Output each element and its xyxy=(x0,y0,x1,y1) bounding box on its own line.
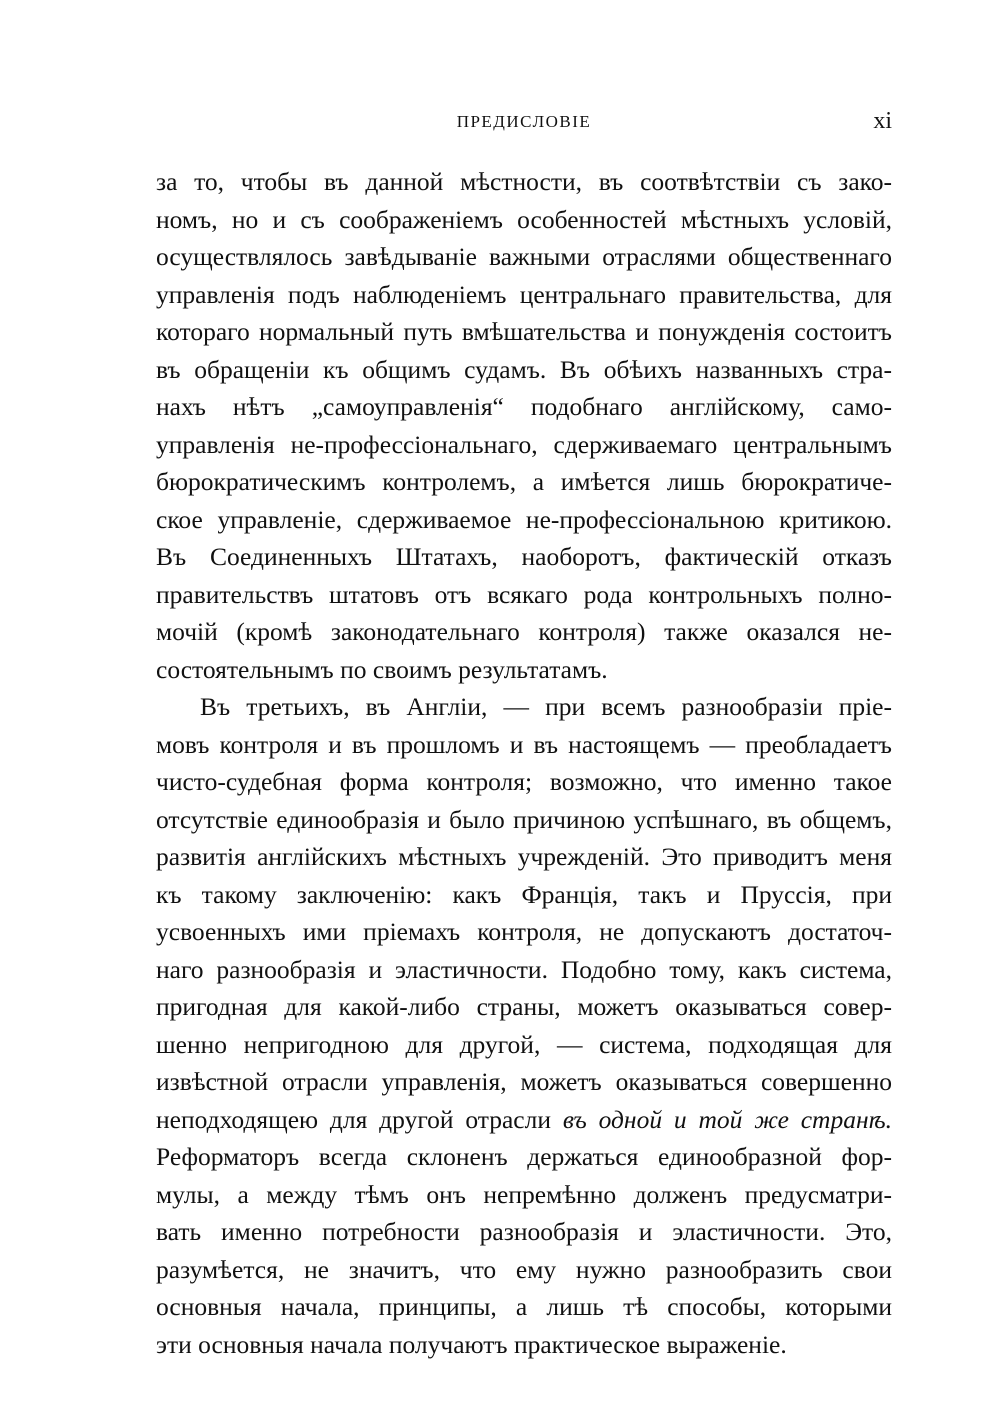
text-line: Въ Соединенныхъ Штатахъ, наоборотъ, фактическій отказъ xyxy=(156,542,892,571)
text-line-with-italic xyxy=(156,1101,892,1139)
text-line: развитія англійскихъ мѣстныхъ учрежденій. Это приводитъ меня xyxy=(156,842,892,871)
text-line: управленія не-профессіональнаго, сдерживаемаго центральнымъ xyxy=(156,429,892,459)
text-line: ское управленіе, сдерживаемое не-профессіональною критикою. xyxy=(156,504,892,534)
text-line: чисто-судебная форма контроля; возможно, что именно такое xyxy=(156,767,892,796)
running-head xyxy=(156,108,892,138)
text-line: осуществлялось завѣдываніе важными отраслями общественнаго xyxy=(156,242,892,271)
text-line: въ обращеніи къ общимъ судамъ. Въ обѣихъ названныхъ стра- xyxy=(156,354,892,384)
text-line: наго разнообразія и эластичности. Подобно тому, какъ система, xyxy=(156,954,892,984)
running-title: ПРЕДИСЛОВІЕ xyxy=(456,112,592,131)
text-line: къ такому заключенію: какъ Франція, такъ и Пруссія, при xyxy=(156,879,892,909)
text-line: пригодная для какой-либо страны, можетъ оказываться совер- xyxy=(156,992,892,1021)
text-line: мочій (кромѣ законодательнаго контроля) также оказался не- xyxy=(156,617,892,646)
text-line: Въ третьихъ, въ Англіи, — при всемъ разнообразіи пріе- xyxy=(200,692,892,721)
paragraph-1 xyxy=(156,163,892,688)
page-number: xi xyxy=(873,108,892,134)
text-line: эти основныя начала получаютъ практическое выраженіе. xyxy=(156,1329,787,1359)
text-line: котораго нормальный путь вмѣшательства и понужденія состоитъ xyxy=(156,317,892,346)
text-line: бюрократическимъ контролемъ, а имѣется лишь бюрократиче- xyxy=(156,467,892,496)
text-line: нахъ нѣтъ „самоуправленія“ подобнаго англійскому, само- xyxy=(156,392,892,421)
text-line: отсутствіе единообразія и было причиною успѣшнаго, въ общемъ, xyxy=(156,804,892,834)
text-line: разумѣется, не значитъ, что ему нужно разнообразить свои xyxy=(156,1254,892,1284)
text-run: неподходящею для другой отрасли xyxy=(156,1104,563,1134)
text-line: состоятельнымъ по своимъ результатамъ. xyxy=(156,654,608,684)
text-line: правительствъ штатовъ отъ всякаго рода контрольныхъ полно- xyxy=(156,579,892,609)
text-line: мовъ контроля и въ прошломъ и въ настоящемъ — преобладаетъ xyxy=(156,729,892,759)
text-line: вать именно потребности разнообразія и эластичности. Это, xyxy=(156,1217,892,1246)
paragraph-2 xyxy=(156,688,892,1363)
text-line: усвоенныхъ ими пріемахъ контроля, не допускаютъ достаточ- xyxy=(156,917,892,946)
text-line: извѣстной отрасли управленія, можетъ оказываться совершенно xyxy=(156,1067,892,1096)
text-line: Реформаторъ всегда склоненъ держаться единообразной фор- xyxy=(156,1142,892,1171)
italic-emphasis: въ одной и той же странѣ. xyxy=(562,1104,892,1134)
text-line: шенно непригодною для другой, — система, подходящая для xyxy=(156,1029,892,1059)
text-line: за то, чтобы въ данной мѣстности, въ соотвѣтствіи съ зако- xyxy=(156,167,892,196)
text-line: мулы, а между тѣмъ онъ непремѣнно долженъ предусматри- xyxy=(156,1179,892,1209)
text-line: номъ, но и съ соображеніемъ особенностей мѣстныхъ условій, xyxy=(156,204,892,234)
body-text xyxy=(156,163,892,1363)
text-line: управленія подъ наблюденіемъ центральнаго правительства, для xyxy=(156,279,892,309)
text-line: основныя начала, принципы, а лишь тѣ способы, которыми xyxy=(156,1292,892,1321)
